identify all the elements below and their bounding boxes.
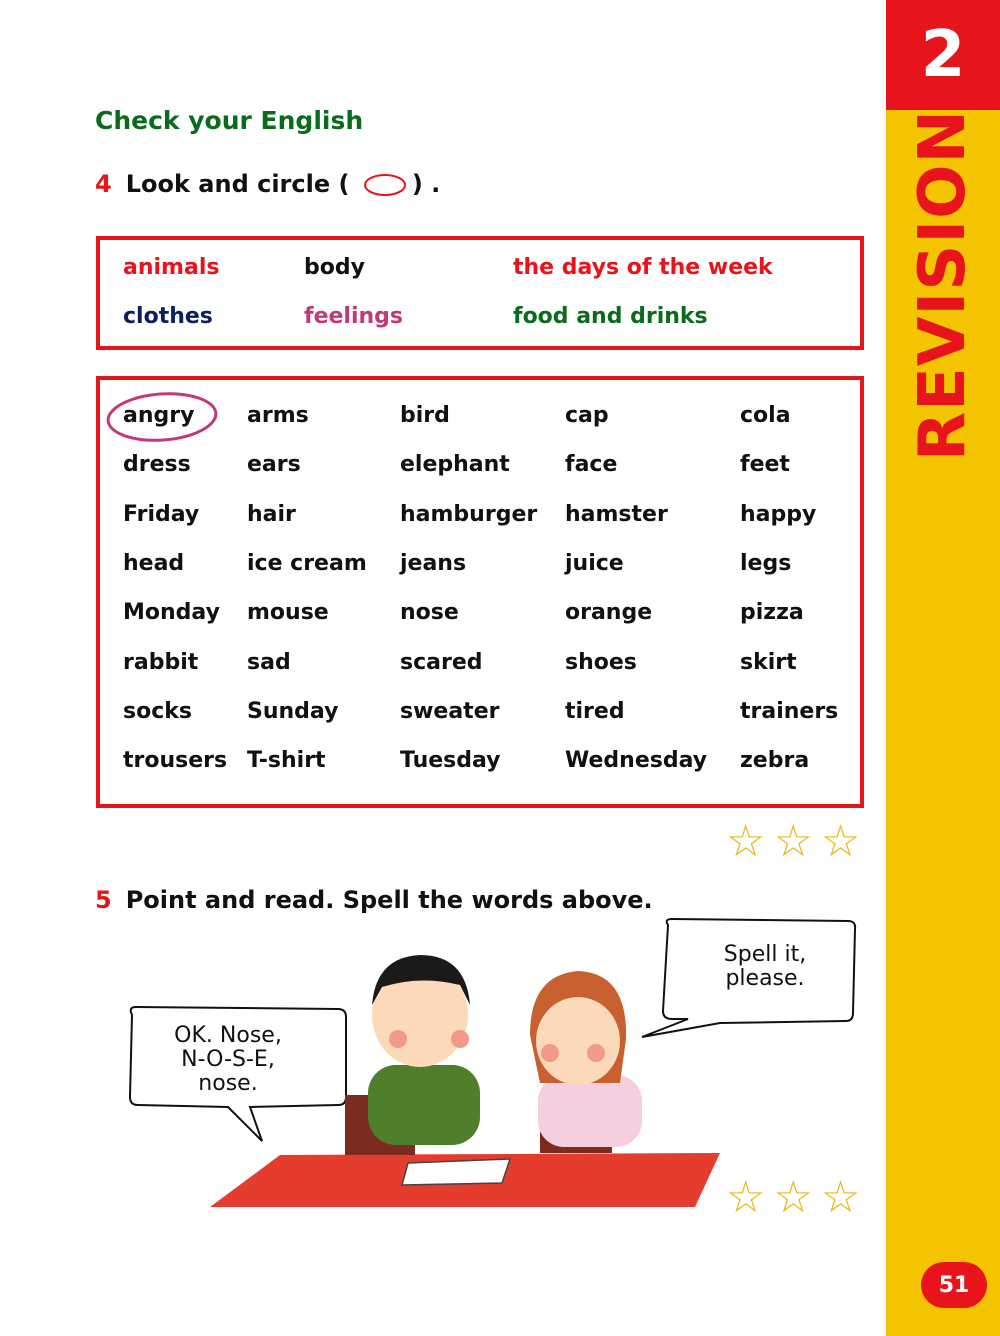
word-item[interactable]: sad: [247, 650, 291, 675]
word-item[interactable]: skirt: [740, 650, 797, 675]
bubble-line: nose.: [198, 1071, 258, 1096]
word-item[interactable]: cola: [740, 403, 791, 428]
girl-speech-bubble: [690, 943, 840, 991]
word-item[interactable]: face: [565, 452, 618, 477]
word-item[interactable]: tired: [565, 699, 625, 724]
word-item[interactable]: socks: [123, 699, 192, 724]
bubble-line: OK. Nose,: [174, 1023, 282, 1048]
word-item[interactable]: dress: [123, 452, 191, 477]
category-label: body: [304, 255, 365, 280]
category-label: food and drinks: [513, 304, 708, 329]
word-item[interactable]: ears: [247, 452, 301, 477]
revision-label: REVISION: [906, 108, 980, 462]
word-item[interactable]: scared: [400, 650, 483, 675]
word-item[interactable]: arms: [247, 403, 309, 428]
word-item[interactable]: pizza: [740, 600, 804, 625]
bubble-line: N-O-S-E,: [181, 1047, 275, 1072]
word-item[interactable]: juice: [565, 551, 624, 576]
category-label: animals: [123, 255, 220, 280]
page-number: 51: [921, 1262, 987, 1308]
word-item[interactable]: head: [123, 551, 185, 576]
task-text: Look and circle (: [125, 170, 350, 198]
word-item[interactable]: Friday: [123, 502, 200, 527]
rating-stars: ☆☆☆: [726, 1172, 869, 1223]
word-item[interactable]: cap: [565, 403, 609, 428]
word-item[interactable]: hamburger: [400, 502, 538, 527]
bubble-line: Spell it,: [723, 942, 807, 967]
word-item[interactable]: hamster: [565, 502, 668, 527]
word-item[interactable]: jeans: [400, 551, 467, 576]
word-item[interactable]: feet: [740, 452, 790, 477]
word-item[interactable]: T-shirt: [247, 748, 326, 773]
word-item[interactable]: rabbit: [123, 650, 199, 675]
category-label: feelings: [304, 304, 403, 329]
word-item[interactable]: Sunday: [247, 699, 339, 724]
word-item[interactable]: angry: [123, 403, 195, 428]
word-item[interactable]: trainers: [740, 699, 839, 724]
category-label: the days of the week: [513, 255, 773, 280]
categories-box: [96, 236, 864, 350]
word-item[interactable]: Monday: [123, 600, 220, 625]
word-item[interactable]: shoes: [565, 650, 637, 675]
boy-speech-bubble: [158, 1024, 298, 1096]
task-text-end: ) .: [411, 170, 441, 198]
word-item[interactable]: Tuesday: [400, 748, 501, 773]
revision-tab: [886, 108, 1000, 462]
section-heading: Check your English: [95, 106, 364, 135]
word-item[interactable]: happy: [740, 502, 817, 527]
word-item[interactable]: zebra: [740, 748, 810, 773]
word-item[interactable]: hair: [247, 502, 296, 527]
bubble-line: please.: [725, 966, 805, 991]
rating-stars: ☆☆☆: [726, 816, 869, 867]
unit-number-badge: 2: [886, 0, 1000, 110]
word-item[interactable]: sweater: [400, 699, 500, 724]
task-4-instruction: [95, 170, 440, 198]
circle-example-icon: [362, 172, 408, 198]
category-label: clothes: [123, 304, 213, 329]
word-item[interactable]: ice cream: [247, 551, 367, 576]
task-number: 5: [95, 886, 112, 914]
word-item[interactable]: bird: [400, 403, 450, 428]
word-item[interactable]: orange: [565, 600, 653, 625]
word-item[interactable]: mouse: [247, 600, 329, 625]
word-item[interactable]: trousers: [123, 748, 228, 773]
task-5-instruction: [95, 886, 653, 914]
word-item[interactable]: elephant: [400, 452, 510, 477]
word-item[interactable]: nose: [400, 600, 459, 625]
word-item[interactable]: legs: [740, 551, 792, 576]
task-text: Point and read. Spell the words above.: [125, 886, 653, 914]
word-item[interactable]: Wednesday: [565, 748, 708, 773]
task-number: 4: [95, 170, 112, 198]
